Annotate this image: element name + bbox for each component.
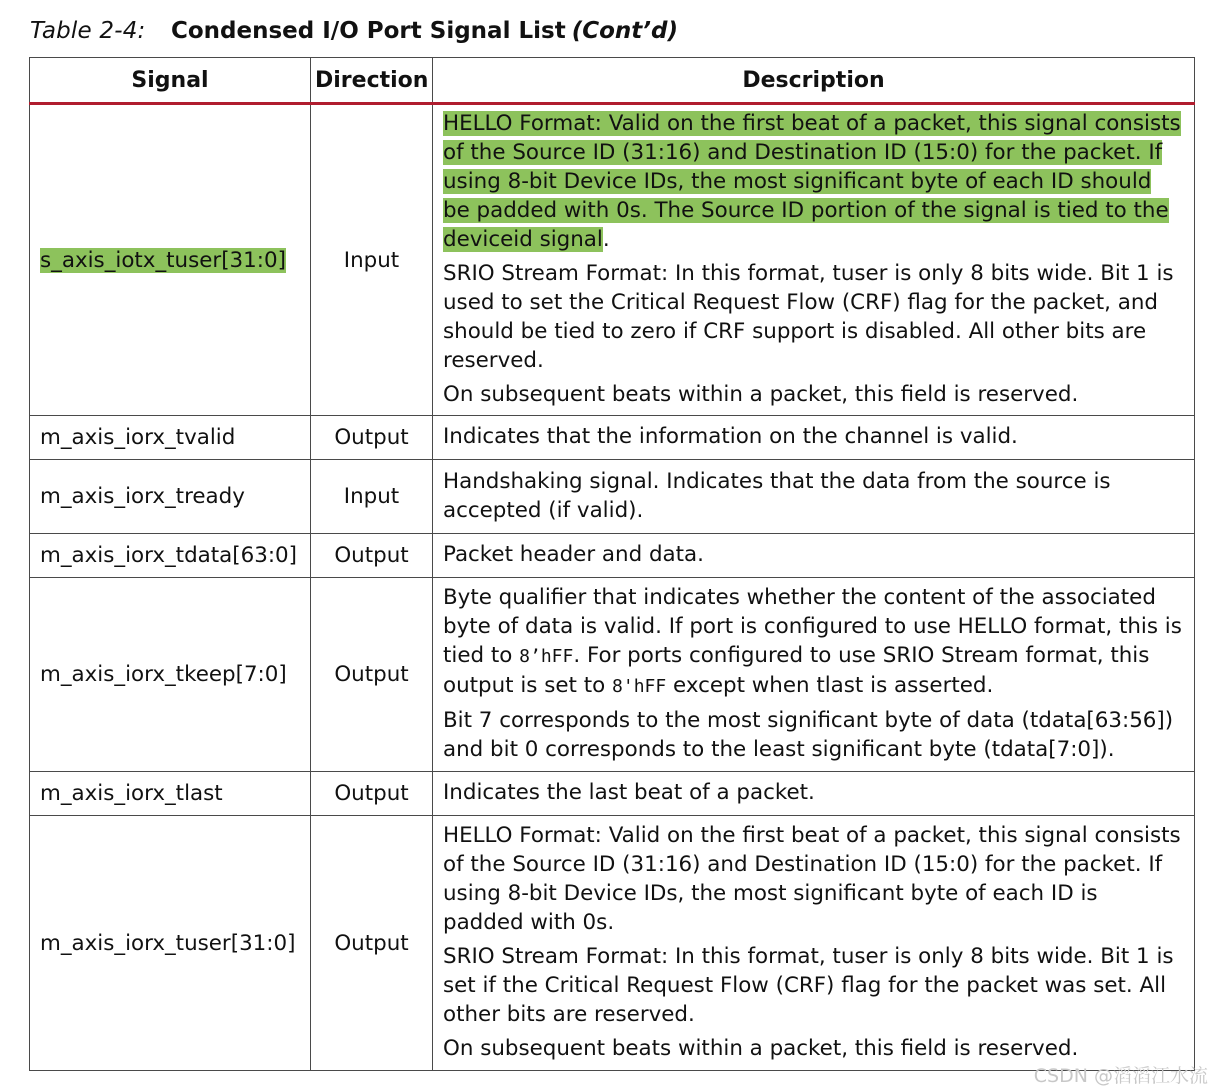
description-paragraph: On subsequent beats within a packet, this field is reserved.	[443, 382, 1079, 407]
code-literal: 8’hFF	[519, 646, 574, 667]
description-paragraph: On subsequent beats within a packet, this field is reserved.	[443, 1036, 1079, 1061]
description-paragraph: Handshaking signal. Indicates that the data from the source is accepted (if valid).	[443, 468, 1111, 523]
signal-cell: m_axis_iorx_tuser[31:0]	[30, 816, 311, 1071]
signal-cell	[30, 104, 311, 416]
table-row	[30, 772, 1195, 816]
table-continued-label: (Cont’d)	[571, 18, 678, 44]
direction-cell: Output	[311, 416, 433, 460]
description-cell	[433, 104, 1195, 416]
table-row	[30, 534, 1195, 578]
description-cell	[433, 816, 1195, 1071]
signal-cell: m_axis_iorx_tlast	[30, 772, 311, 816]
highlighted-text: HELLO Format: Valid on the first beat of a packet, this signal consists of the Source ID (31:16) and Destination ID (15:0) for the packet. If using 8-bit Device IDs, the most significant byte of each ID should be padded with 0s. The Source ID portion of the signal is tied to the deviceid signal	[443, 111, 1181, 252]
description-paragraph: Indicates the last beat of a packet.	[443, 780, 815, 805]
description-cell	[433, 534, 1195, 578]
signal-cell: m_axis_iorx_tvalid	[30, 416, 311, 460]
description-paragraph: Indicates that the information on the channel is valid.	[443, 424, 1018, 449]
description-paragraph: HELLO Format: Valid on the first beat of a packet, this signal consists of the Source ID (31:16) and Destination ID (15:0) for the packet. If using 8-bit Device IDs, the most significant byte of each ID is padded with 0s.	[443, 823, 1181, 935]
table-row	[30, 816, 1195, 1071]
description-cell	[433, 460, 1195, 534]
table-row	[30, 460, 1195, 534]
table-number: Table 2-4:	[30, 18, 146, 44]
direction-cell: Input	[311, 460, 433, 534]
description-text: . For ports configured to use SRIO Stream format, this output is set to	[443, 643, 1150, 698]
table-header-row	[30, 58, 1195, 104]
description-paragraph: Packet header and data.	[443, 542, 704, 567]
table-row	[30, 104, 1195, 416]
header-signal: Signal	[30, 58, 311, 104]
code-literal: 8'hFF	[612, 676, 667, 697]
description-paragraph	[443, 583, 1184, 701]
signal-cell: m_axis_iorx_tkeep[7:0]	[30, 578, 311, 772]
header-direction: Direction	[311, 58, 433, 104]
signal-table	[29, 57, 1195, 1071]
table-caption	[30, 14, 678, 48]
description-paragraph: SRIO Stream Format: In this format, tuser is only 8 bits wide. Bit 1 is set if the Critical Request Flow (CRF) flag for the packet was set. All other bits are reserved.	[443, 944, 1174, 1027]
description-text: except when tlast is asserted.	[673, 673, 994, 698]
description-text: Byte qualifier that indicates whether the content of the associated byte of data is valid. If port is configured to use HELLO format, this is tied to	[443, 585, 1182, 668]
direction-cell: Output	[311, 578, 433, 772]
table-row	[30, 578, 1195, 772]
signal-cell: m_axis_iorx_tdata[63:0]	[30, 534, 311, 578]
direction-cell: Input	[311, 104, 433, 416]
signal-cell: m_axis_iorx_tready	[30, 460, 311, 534]
description-paragraph: Bit 7 corresponds to the most significant byte of data (tdata[63:56]) and bit 0 corresponds to the least significant byte (tdata[7:0]).	[443, 708, 1174, 762]
description-paragraph: SRIO Stream Format: In this format, tuser is only 8 bits wide. Bit 1 is used to set the Critical Request Flow (CRF) flag for the packet, and should be tied to zero if CRF support is disabled. All other bits are reserved.	[443, 261, 1174, 373]
header-description: Description	[433, 58, 1195, 104]
watermark: CSDN @滔滔江水流	[1033, 1065, 1208, 1087]
description-text: .	[602, 227, 610, 252]
signal-name-highlighted: s_axis_iotx_tuser[31:0]	[40, 247, 286, 273]
description-cell	[433, 416, 1195, 460]
table-title: Condensed I/O Port Signal List	[171, 18, 566, 44]
direction-cell: Output	[311, 816, 433, 1071]
table-row	[30, 416, 1195, 460]
direction-cell: Output	[311, 772, 433, 816]
description-paragraph	[443, 109, 1184, 254]
description-cell	[433, 772, 1195, 816]
description-cell	[433, 578, 1195, 772]
direction-cell: Output	[311, 534, 433, 578]
